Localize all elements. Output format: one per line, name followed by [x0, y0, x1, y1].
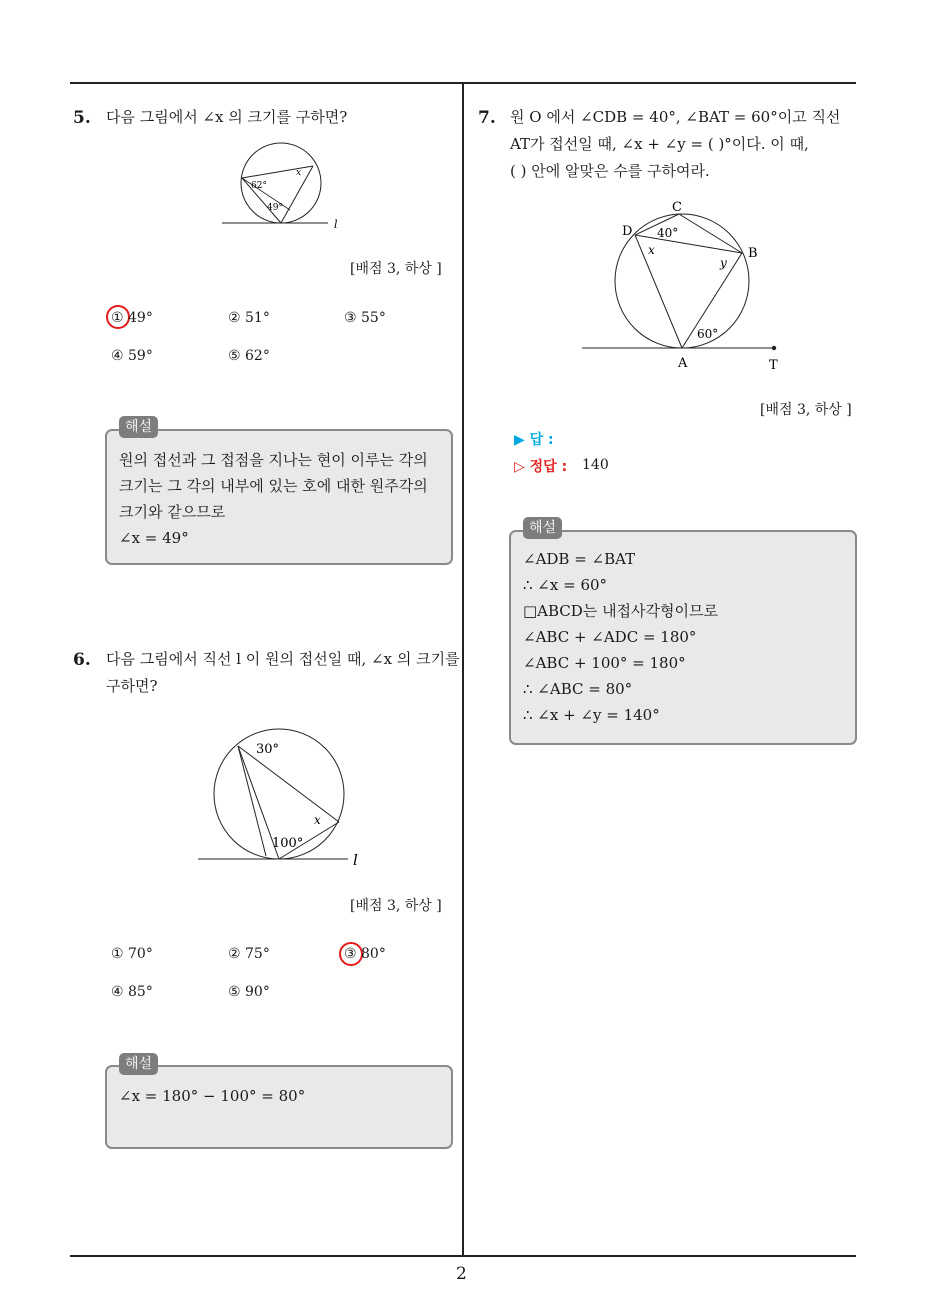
q5-angle-b: 49° — [267, 203, 283, 213]
q7-point-t — [772, 346, 776, 350]
q6-solution-line: ∠x = 180° − 100° = 80° — [119, 1087, 306, 1105]
q7-solution-line: ∠ABC + 100° = 180° — [523, 654, 686, 672]
q7-label-b: B — [748, 246, 758, 261]
q5-choice-4[interactable]: ④ 59° — [111, 348, 153, 364]
q5-choice-1[interactable]: ① 49° — [111, 310, 153, 326]
q7-question-line-1: 원 O 에서 ∠CDB = 40°, ∠BAT = 60°이고 직선 — [510, 108, 841, 126]
q7-solution-line: ∴ ∠x + ∠y = 140° — [523, 706, 660, 724]
page-number: 2 — [456, 1264, 467, 1284]
q7-solution-line: ∴ ∠x = 60° — [523, 576, 608, 594]
q6-choice-1[interactable]: ① 70° — [111, 946, 153, 962]
q7-correct-label: ▷ 정답 : — [514, 459, 568, 475]
q7-circle — [615, 214, 749, 348]
q5-solution-tag: 해설 — [119, 416, 158, 438]
q6-choice-3[interactable]: ③ 80° — [344, 946, 386, 962]
q5-number: 5. — [73, 108, 91, 128]
q7-question-line-3: ( ) 안에 알맞은 수를 구하여라. — [510, 162, 710, 180]
q5-solution-box — [105, 429, 453, 565]
q7-number: 7. — [478, 108, 496, 128]
q7-angle-cdb: 40° — [657, 226, 679, 240]
q7-label-t: T — [769, 358, 778, 373]
q7-question-line-2: AT가 접선일 때, ∠x + ∠y = ( )°이다. 이 때, — [510, 135, 809, 153]
q7-solution-line: □ABCD는 내접사각형이므로 — [523, 602, 718, 620]
q5-figure — [218, 138, 348, 238]
column-divider — [462, 84, 464, 1256]
bottom-rule — [70, 1255, 856, 1257]
q6-angle-a: 30° — [256, 742, 280, 757]
q5-var-x: x — [296, 168, 302, 178]
q5-angle-a: 62° — [251, 181, 267, 191]
q6-solution-tag: 해설 — [119, 1053, 158, 1075]
q7-solution-box — [509, 530, 857, 745]
q7-solution-tag: 해설 — [523, 517, 562, 539]
q6-score: [배점 3, 하상 ] — [350, 898, 442, 914]
q6-figure — [196, 722, 372, 870]
q7-solution-line: ∠ADB = ∠BAT — [523, 550, 636, 568]
q6-angle-b: 100° — [272, 836, 304, 851]
q7-var-x: x — [648, 243, 655, 257]
q6-number: 6. — [73, 650, 91, 670]
q7-figure — [578, 190, 788, 380]
q6-question-line-2: 구하면? — [106, 677, 158, 695]
q7-solution-line: ∠ABC + ∠ADC = 180° — [523, 628, 697, 646]
q5-choice-3[interactable]: ③ 55° — [344, 310, 386, 326]
q5-score: [배점 3, 하상 ] — [350, 261, 442, 277]
q6-question-line-1: 다음 그림에서 직선 l 이 원의 접선일 때, ∠x 의 크기를 — [106, 650, 460, 668]
q5-choice-2[interactable]: ② 51° — [228, 310, 270, 326]
q5-solution-line: 크기와 같으므로 — [119, 503, 226, 521]
q5-solution-line: 크기는 그 각의 내부에 있는 호에 대한 원주각의 — [119, 477, 428, 495]
q7-answer-label: ▶ 답 : — [514, 432, 554, 448]
q5-line-label: l — [334, 218, 338, 231]
q5-solution-line: 원의 접선과 그 접점을 지나는 현이 이루는 각의 — [119, 451, 428, 469]
q6-line-label: l — [353, 851, 358, 869]
q6-solution-box — [105, 1065, 453, 1149]
q7-score: [배점 3, 하상 ] — [760, 402, 852, 418]
q5-choice-5[interactable]: ⑤ 62° — [228, 348, 270, 364]
q5-question: 다음 그림에서 ∠x 의 크기를 구하면? — [106, 108, 348, 126]
q7-label-a: A — [678, 356, 688, 371]
q7-var-y: y — [720, 256, 727, 270]
q7-correct-value: 140 — [582, 457, 609, 473]
q5-solution-line: ∠x = 49° — [119, 529, 189, 547]
q6-choice-4[interactable]: ④ 85° — [111, 984, 153, 1000]
q6-var-x: x — [314, 813, 321, 827]
q6-choice-2[interactable]: ② 75° — [228, 946, 270, 962]
q7-label-d: D — [622, 224, 633, 239]
q7-label-c: C — [672, 200, 682, 215]
q7-angle-bat: 60° — [697, 327, 719, 341]
q7-solution-line: ∴ ∠ABC = 80° — [523, 680, 633, 698]
q6-choice-5[interactable]: ⑤ 90° — [228, 984, 270, 1000]
